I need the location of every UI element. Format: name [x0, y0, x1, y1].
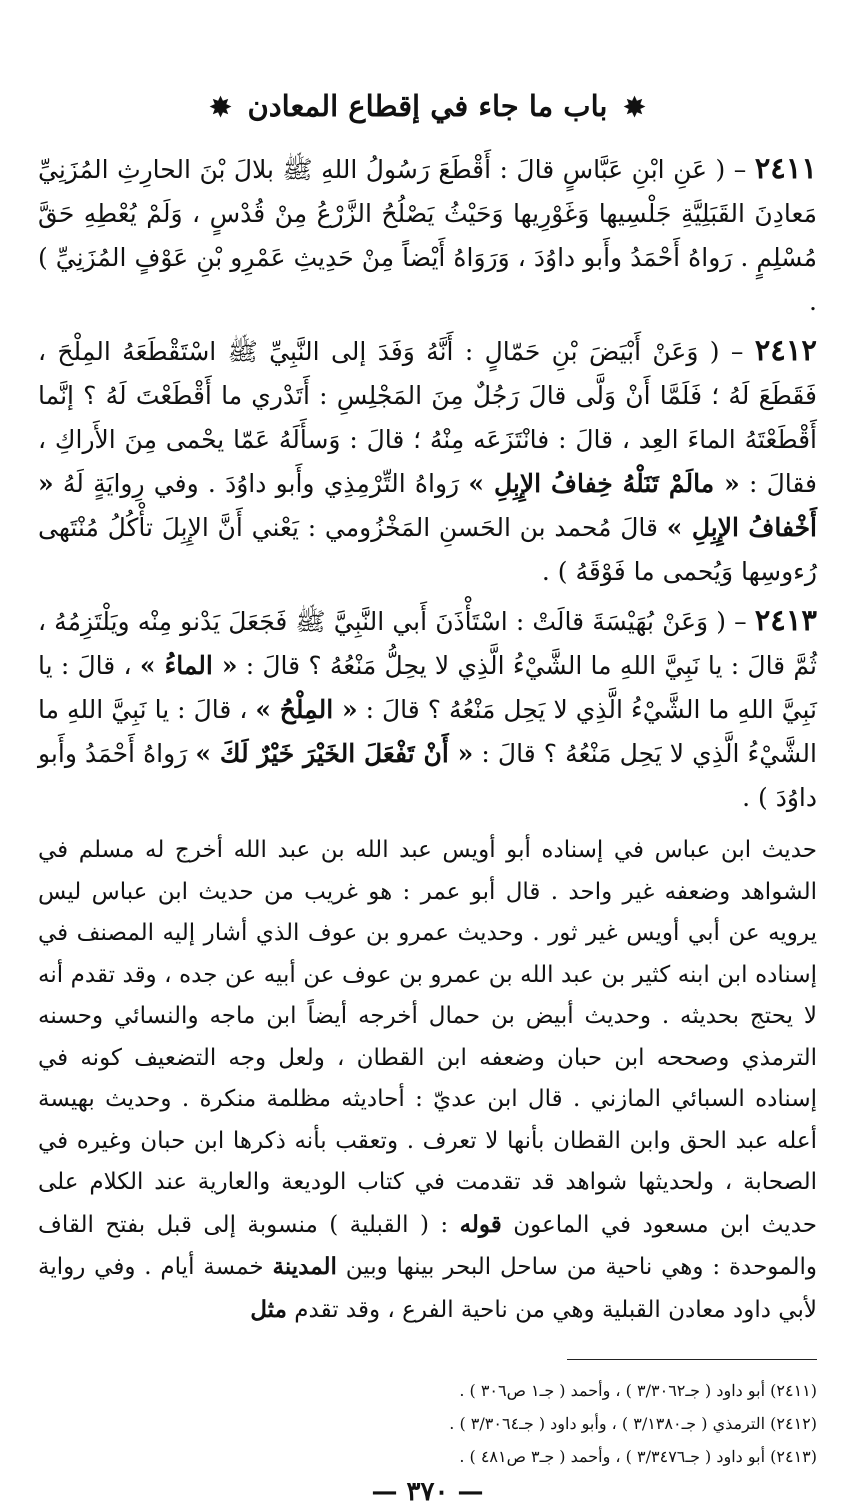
hadith-text: – ( وَعَنْ بُهَيْسَةَ قالَتْ : اسْتَأْذَنَ أَبي النَّبِيَّ ﷺ فَجَعَلَ يَدْنو مِنْه ويَلْتَزِمُهُ ، ثُمَّ قالَ : يا نَبِيَّ اللهِ ما الشَّيْءُ الَّذِي لا يحِلُّ مَنْعُهُ ؟ قالَ : — [38, 607, 817, 680]
hadith-text: – ( وَعَنْ أَبْيَضَ بْنِ حَمّالٍ : أَنَّهُ وَفَدَ إلى النَّبِيِّ ﷺ اسْتَقْطَعَهُ المِلْحَ ، فَقَطَعَ لَهُ ؛ فَلَمَّا أَنْ وَلَّى قالَ رَجُلٌ مِنَ المَجْلِسِ : أَتَدْري ما أَقْطَعْتَ لَهُ ؟ إنَّما أَقْطَعْتَهُ الماءَ العِد ، قالَ : فانْتَزَعَه مِنْهُ ؛ قالَ : وَسأَلَهُ عَمّا يحْمى مِنَ الأَراكِ ، فقالَ : — [38, 337, 817, 498]
footnote: (٢٤١٢) الترمذي ( جـ٣/١٣٨٠ ) ، وأبو داود ( جـ٣/٣٠٦٤ ) . — [449, 1414, 817, 1433]
ornament-star-icon: ✸ — [623, 93, 646, 123]
hadith-quote: « أَخْفافُ الإِبِلِ » — [38, 469, 817, 542]
commentary-text: : ( القبلية ) منسوبة إلى قبل بفتح القاف والموحدة : وهي ناحية من ساحل البحر بينها وبين — [38, 1211, 817, 1280]
commentary-text: حديث ابن عباس في إسناده أبو أويس عبد الله بن عبد الله أخرج له مسلم في الشواهد وضعفه غير واحد . قال أبو عمر : هو غريب من حديث ابن عباس ليس يرويه عن أبي أويس غير ثور . وحديث عمرو بن عوف الذي أشار إليه المصنف في إسناده ابن ابنه كثير بن عبد الله بن عمرو بن عوف عن أبيه عن جده ، وقد تقدم أنه لا يحتج بحديثه . وحديث أبيض بن حمال أخرجه أيضاً ابن ماجه والنسائي وحسنه الترمذي وصححه ابن حبان وضعفه ابن القطان ، ولعل وجه التضعيف كونه في إسناده السبائي المازني . قال ابن عديّ : أحاديثه مظلمة منكرة . وحديث بهيسة أعله عبد الحق وابن القطان بأنها لا تعرف . وتعقب بأنه ذكرها ابن حبان وغيره في الصحابة ، ولحديثها شواهد قد تقدمت في كتاب الوديعة والعارية عند الكلام على حديث ابن مسعود في الماعون — [38, 837, 817, 1238]
hadith-2413 — [38, 598, 817, 820]
page-number: — ٣٧٠ — — [371, 1477, 484, 1507]
commentary-keyword: قوله — [459, 1210, 502, 1238]
chapter-title-text: باب ما جاء في إقطاع المعادن — [247, 89, 608, 123]
commentary-keyword: المدينة — [272, 1253, 337, 1280]
hadith-quote: « المِلْحُ » — [255, 695, 358, 724]
chapter-title — [38, 80, 817, 134]
hadith-number: ٢٤١٣ — [754, 603, 817, 637]
footnote-divider — [567, 1359, 817, 1360]
hadith-number: ٢٤١١ — [754, 151, 817, 185]
commentary — [38, 830, 817, 1331]
hadith-text: ، قالَ : يا نَبِيَّ اللهِ ما الشَّيْءُ الَّذِي لا يَحِل مَنْعُهُ ؟ قالَ : — [38, 695, 817, 768]
hadith-quote: « مالَمْ تَنَلْهُ خِفافُ الإِبِلِ » — [468, 469, 740, 498]
hadith-text: قالَ مُحمد بن الحَسنِ المَخْزُومي : يَعْني أَنَّ الإِبِلَ تأْكُلُ مُنْتَهى رُءوسِها وَيُحمى ما فَوْقَهُ ) . — [38, 513, 817, 586]
hadith-text: ، قالَ : يا نَبِيَّ اللهِ ما الشَّيْءُ الَّذِي لا يَحِل مَنْعُهُ ؟ قالَ : — [38, 651, 817, 724]
hadith-quote: « أَنْ تَفْعَلَ الخَيْرَ خَيْرٌ لَكَ » — [195, 739, 474, 768]
hadith-text: رَواهُ أَحْمَدُ وأَبو داوُدَ ) . — [38, 739, 817, 812]
commentary-keyword: مثل — [250, 1295, 287, 1323]
footnote: (٢٤١٣) أبو داود ( جـ٣/٣٤٧٦ ) ، وأحمد ( جـ٣ ص٤٨١ ) . — [459, 1447, 817, 1466]
hadith-quote: « الماءُ » — [139, 651, 238, 680]
hadith-text: رَواهُ التِّرْمِذِي وأَبو داوُدَ . وفي رِوايَةٍ لَهُ — [53, 469, 469, 498]
footnote: (٢٤١١) أبو داود ( جـ٣/٣٠٦٢ ) ، وأحمد ( جـ١ ص٣٠٦ ) . — [459, 1381, 817, 1400]
commentary-text: خمسة أيام . وفي رواية لأبي داود معادن القبلية وهي من ناحية الفرع ، وقد تقدم — [38, 1254, 817, 1323]
hadith-number: ٢٤١٢ — [754, 333, 817, 367]
hadith-text: – ( عَنِ ابْنِ عَبَّاسٍ قالَ : أَقْطَعَ رَسُولُ اللهِ ﷺ بلالَ بْنَ الحارِثِ المُزَنِيِّ مَعادِنَ القَبَلِيَّةِ جَلْسِيها وَغَوْرِيها وَحَيْثُ يَصْلُحُ الزَّرْعُ مِنْ قُدْسٍ ، وَلَمْ يُعْطِهِ حَقَّ مُسْلِمٍ . رَواهُ أَحْمَدُ وأَبو داوُدَ ، وَرَوَاهُ أَيْضاً مِنْ حَدِيثِ عَمْرِو بْنِ عَوْفٍ المُزَنِيِّ ) . — [38, 155, 817, 316]
hadith-2412 — [38, 328, 817, 594]
hadith-2411 — [38, 146, 817, 324]
ornament-star-icon: ✸ — [209, 93, 232, 123]
